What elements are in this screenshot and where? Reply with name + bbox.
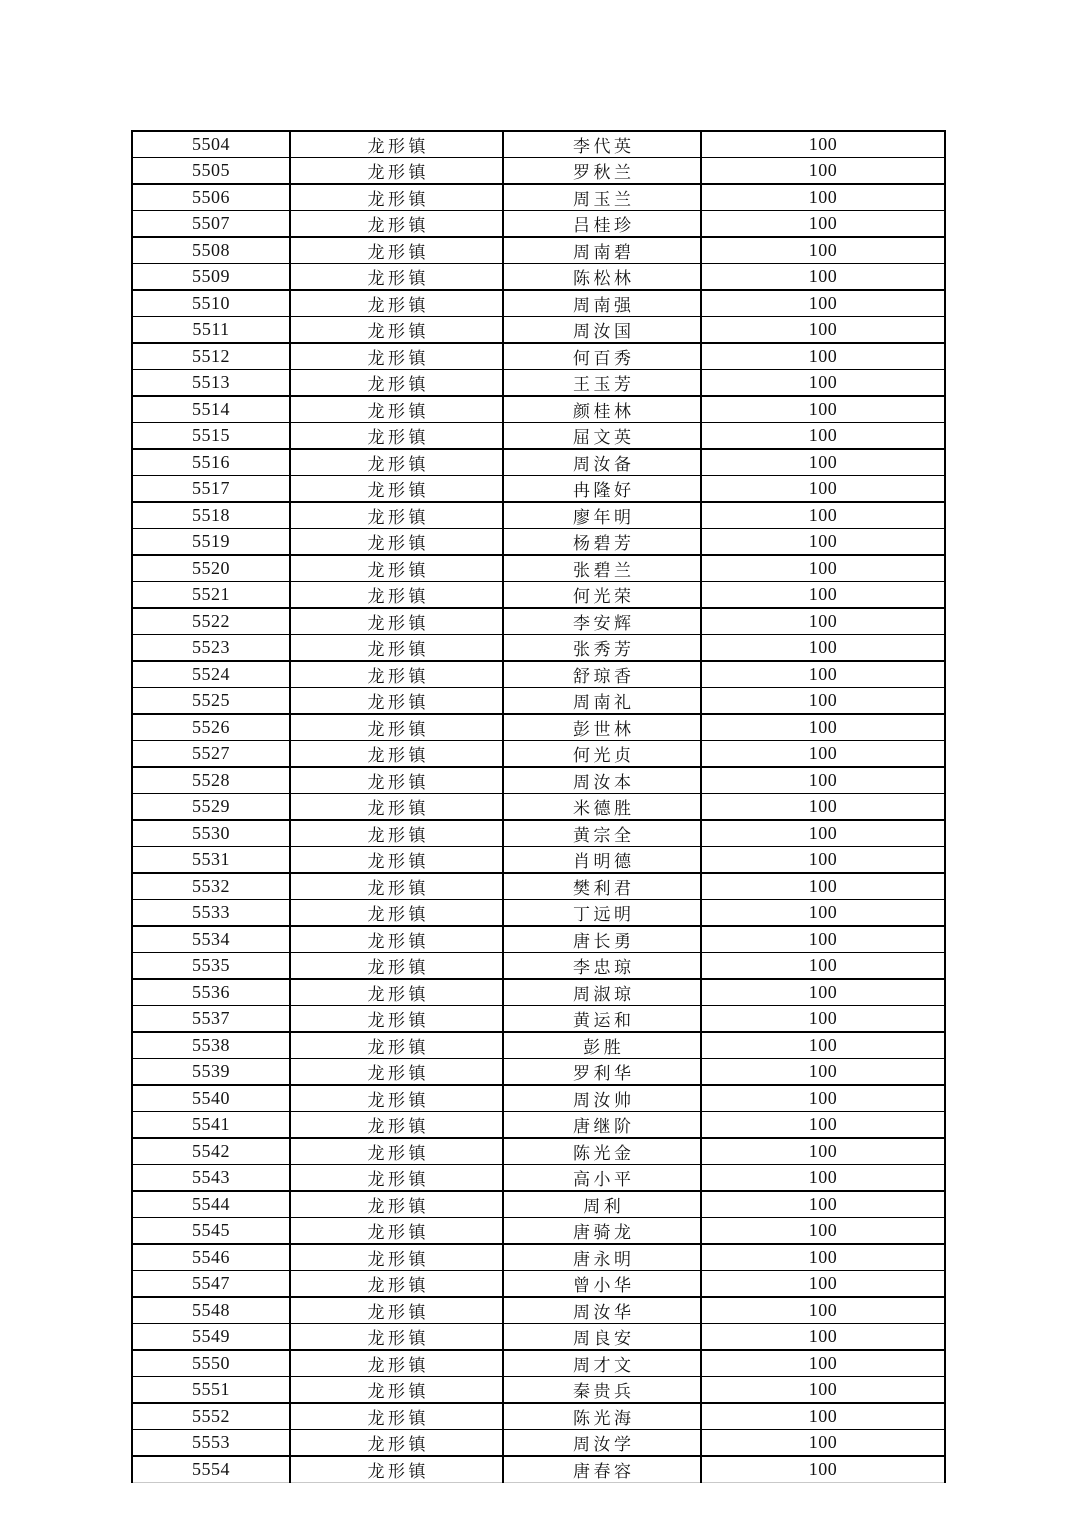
table-row: [132, 847, 945, 874]
cell-person-name: 周淑琼: [503, 979, 701, 1006]
cell-serial-number: 5538: [192, 1035, 230, 1055]
cell-town-name: 龙形镇: [290, 582, 503, 609]
cell-town-name: 龙形镇: [290, 1271, 503, 1298]
cell-town-name: 龙形镇: [290, 423, 503, 450]
cell-person-name: 罗秋兰: [503, 158, 701, 185]
table-row: [132, 873, 945, 900]
cell-person-name: 周南碧: [503, 237, 701, 264]
table-row: [132, 1324, 945, 1351]
cell-town-name: 龙形镇: [290, 1244, 503, 1271]
cell-town-name: 龙形镇: [290, 1218, 503, 1245]
cell-person-name: 彭胜: [503, 1032, 701, 1059]
cell-score: 100: [701, 794, 945, 821]
table-row: [132, 635, 945, 662]
cell-person-name: 罗利华: [503, 1059, 701, 1086]
cell-score: 100: [701, 290, 945, 317]
table-row: [132, 158, 945, 185]
cell-score: 100: [701, 555, 945, 582]
cell-town-name: 龙形镇: [290, 1324, 503, 1351]
cell-person-name: 周玉兰: [503, 184, 701, 211]
cell-person-name: 唐长勇: [503, 926, 701, 953]
table-row: [132, 396, 945, 423]
cell-town-name: 龙形镇: [290, 661, 503, 688]
table-row: [132, 741, 945, 768]
cell-score: 100: [701, 264, 945, 291]
cell-person-name: 李安辉: [503, 608, 701, 635]
cell-score: 100: [701, 1430, 945, 1457]
table-row: [132, 343, 945, 370]
cell-person-name: 唐永明: [503, 1244, 701, 1271]
cell-serial-number: 5521: [192, 584, 230, 604]
roster-table-body: [132, 131, 945, 1483]
cell-score: 100: [701, 741, 945, 768]
cell-score: 100: [701, 131, 945, 158]
cell-person-name: 李代英: [503, 131, 701, 158]
cell-town-name: 龙形镇: [290, 847, 503, 874]
cell-person-name: 高小平: [503, 1165, 701, 1192]
table-row: [132, 661, 945, 688]
cell-town-name: 龙形镇: [290, 1112, 503, 1139]
cell-serial-number: 5509: [192, 266, 230, 286]
cell-town-name: 龙形镇: [290, 396, 503, 423]
cell-serial-number: 5529: [192, 796, 230, 816]
cell-serial-number: 5536: [192, 982, 230, 1002]
cell-score: 100: [701, 1271, 945, 1298]
table-row: [132, 953, 945, 980]
cell-serial-number: 5508: [192, 240, 230, 260]
cell-town-name: 龙形镇: [290, 158, 503, 185]
cell-serial-number: 5530: [192, 823, 230, 843]
table-row: [132, 1085, 945, 1112]
cell-town-name: 龙形镇: [290, 1085, 503, 1112]
cell-score: 100: [701, 158, 945, 185]
cell-serial-number: 5547: [192, 1273, 230, 1293]
cell-serial-number: 5548: [192, 1300, 230, 1320]
table-row: [132, 1138, 945, 1165]
cell-serial-number: 5518: [192, 505, 230, 525]
cell-score: 100: [701, 847, 945, 874]
cell-serial-number: 5528: [192, 770, 230, 790]
table-row: [132, 1006, 945, 1033]
cell-serial-number: 5551: [192, 1379, 230, 1399]
cell-town-name: 龙形镇: [290, 1456, 503, 1483]
table-row: [132, 264, 945, 291]
cell-town-name: 龙形镇: [290, 131, 503, 158]
table-row: [132, 1350, 945, 1377]
cell-serial-number: 5553: [192, 1432, 230, 1452]
cell-person-name: 周汝国: [503, 317, 701, 344]
table-row: [132, 1297, 945, 1324]
cell-town-name: 龙形镇: [290, 1165, 503, 1192]
table-row: [132, 1244, 945, 1271]
cell-person-name: 舒琼香: [503, 661, 701, 688]
cell-serial-number: 5506: [192, 187, 230, 207]
cell-town-name: 龙形镇: [290, 1138, 503, 1165]
cell-town-name: 龙形镇: [290, 184, 503, 211]
cell-town-name: 龙形镇: [290, 820, 503, 847]
cell-serial-number: 5513: [192, 372, 230, 392]
table-row: [132, 1112, 945, 1139]
cell-serial-number: 5517: [192, 478, 230, 498]
cell-score: 100: [701, 979, 945, 1006]
cell-town-name: 龙形镇: [290, 1059, 503, 1086]
cell-person-name: 周良安: [503, 1324, 701, 1351]
cell-person-name: 米德胜: [503, 794, 701, 821]
cell-score: 100: [701, 767, 945, 794]
cell-serial-number: 5546: [192, 1247, 230, 1267]
cell-town-name: 龙形镇: [290, 926, 503, 953]
cell-town-name: 龙形镇: [290, 794, 503, 821]
cell-score: 100: [701, 1218, 945, 1245]
cell-serial-number: 5539: [192, 1061, 230, 1081]
cell-score: 100: [701, 237, 945, 264]
cell-person-name: 周南礼: [503, 688, 701, 715]
cell-person-name: 陈光海: [503, 1403, 701, 1430]
cell-score: 100: [701, 1138, 945, 1165]
cell-serial-number: 5537: [192, 1008, 230, 1028]
table-row: [132, 1403, 945, 1430]
cell-score: 100: [701, 317, 945, 344]
table-row: [132, 529, 945, 556]
cell-person-name: 唐春容: [503, 1456, 701, 1483]
cell-town-name: 龙形镇: [290, 1297, 503, 1324]
table-row: [132, 476, 945, 503]
cell-serial-number: 5514: [192, 399, 230, 419]
roster-table: [131, 130, 946, 1483]
cell-serial-number: 5544: [192, 1194, 230, 1214]
table-row: [132, 1456, 945, 1483]
cell-score: 100: [701, 184, 945, 211]
cell-town-name: 龙形镇: [290, 741, 503, 768]
cell-person-name: 张碧兰: [503, 555, 701, 582]
cell-town-name: 龙形镇: [290, 237, 503, 264]
table-row: [132, 237, 945, 264]
cell-score: 100: [701, 396, 945, 423]
cell-score: 100: [701, 608, 945, 635]
cell-serial-number: 5532: [192, 876, 230, 896]
cell-town-name: 龙形镇: [290, 714, 503, 741]
cell-person-name: 李忠琼: [503, 953, 701, 980]
cell-serial-number: 5554: [192, 1459, 230, 1479]
cell-serial-number: 5540: [192, 1088, 230, 1108]
cell-score: 100: [701, 476, 945, 503]
cell-town-name: 龙形镇: [290, 370, 503, 397]
cell-score: 100: [701, 1377, 945, 1404]
cell-score: 100: [701, 953, 945, 980]
cell-score: 100: [701, 582, 945, 609]
cell-person-name: 樊利君: [503, 873, 701, 900]
cell-serial-number: 5516: [192, 452, 230, 472]
cell-town-name: 龙形镇: [290, 900, 503, 927]
cell-score: 100: [701, 449, 945, 476]
cell-town-name: 龙形镇: [290, 608, 503, 635]
cell-serial-number: 5524: [192, 664, 230, 684]
cell-serial-number: 5523: [192, 637, 230, 657]
cell-score: 100: [701, 1085, 945, 1112]
cell-person-name: 陈松林: [503, 264, 701, 291]
cell-score: 100: [701, 873, 945, 900]
cell-serial-number: 5522: [192, 611, 230, 631]
cell-person-name: 丁远明: [503, 900, 701, 927]
cell-score: 100: [701, 1350, 945, 1377]
cell-score: 100: [701, 1456, 945, 1483]
cell-serial-number: 5515: [192, 425, 230, 445]
cell-score: 100: [701, 1244, 945, 1271]
cell-score: 100: [701, 343, 945, 370]
table-row: [132, 1218, 945, 1245]
cell-town-name: 龙形镇: [290, 635, 503, 662]
cell-person-name: 屈文英: [503, 423, 701, 450]
cell-town-name: 龙形镇: [290, 317, 503, 344]
cell-score: 100: [701, 211, 945, 238]
cell-serial-number: 5542: [192, 1141, 230, 1161]
cell-score: 100: [701, 820, 945, 847]
cell-person-name: 周汝学: [503, 1430, 701, 1457]
cell-person-name: 彭世林: [503, 714, 701, 741]
table-row: [132, 555, 945, 582]
table-row: [132, 926, 945, 953]
cell-score: 100: [701, 661, 945, 688]
cell-town-name: 龙形镇: [290, 502, 503, 529]
table-row: [132, 1032, 945, 1059]
table-row: [132, 1271, 945, 1298]
cell-person-name: 颜桂林: [503, 396, 701, 423]
cell-town-name: 龙形镇: [290, 290, 503, 317]
cell-person-name: 肖明德: [503, 847, 701, 874]
cell-score: 100: [701, 635, 945, 662]
table-row: [132, 290, 945, 317]
cell-serial-number: 5550: [192, 1353, 230, 1373]
cell-serial-number: 5526: [192, 717, 230, 737]
table-row: [132, 449, 945, 476]
table-row: [132, 1377, 945, 1404]
cell-serial-number: 5507: [192, 213, 230, 233]
cell-person-name: 唐骑龙: [503, 1218, 701, 1245]
cell-person-name: 曾小华: [503, 1271, 701, 1298]
table-row: [132, 211, 945, 238]
table-row: [132, 370, 945, 397]
cell-score: 100: [701, 502, 945, 529]
cell-score: 100: [701, 1006, 945, 1033]
cell-person-name: 周汝帅: [503, 1085, 701, 1112]
cell-serial-number: 5543: [192, 1167, 230, 1187]
cell-town-name: 龙形镇: [290, 953, 503, 980]
cell-serial-number: 5531: [192, 849, 230, 869]
table-row: [132, 714, 945, 741]
table-row: [132, 979, 945, 1006]
cell-score: 100: [701, 1191, 945, 1218]
table-row: [132, 900, 945, 927]
cell-score: 100: [701, 1032, 945, 1059]
cell-serial-number: 5505: [192, 160, 230, 180]
cell-serial-number: 5533: [192, 902, 230, 922]
cell-person-name: 冉隆好: [503, 476, 701, 503]
cell-person-name: 黄运和: [503, 1006, 701, 1033]
cell-serial-number: 5535: [192, 955, 230, 975]
cell-score: 100: [701, 900, 945, 927]
cell-town-name: 龙形镇: [290, 1350, 503, 1377]
cell-person-name: 吕桂珍: [503, 211, 701, 238]
table-row: [132, 1191, 945, 1218]
cell-person-name: 唐继阶: [503, 1112, 701, 1139]
cell-serial-number: 5520: [192, 558, 230, 578]
cell-score: 100: [701, 714, 945, 741]
cell-town-name: 龙形镇: [290, 873, 503, 900]
cell-serial-number: 5504: [192, 134, 230, 154]
cell-person-name: 黄宗全: [503, 820, 701, 847]
cell-person-name: 何百秀: [503, 343, 701, 370]
table-row: [132, 820, 945, 847]
cell-town-name: 龙形镇: [290, 767, 503, 794]
cell-person-name: 周才文: [503, 1350, 701, 1377]
cell-serial-number: 5527: [192, 743, 230, 763]
table-row: [132, 1430, 945, 1457]
cell-town-name: 龙形镇: [290, 979, 503, 1006]
cell-town-name: 龙形镇: [290, 1032, 503, 1059]
cell-town-name: 龙形镇: [290, 555, 503, 582]
cell-person-name: 周南强: [503, 290, 701, 317]
cell-town-name: 龙形镇: [290, 476, 503, 503]
cell-score: 100: [701, 926, 945, 953]
cell-score: 100: [701, 1165, 945, 1192]
cell-score: 100: [701, 529, 945, 556]
cell-town-name: 龙形镇: [290, 1006, 503, 1033]
cell-town-name: 龙形镇: [290, 1377, 503, 1404]
cell-person-name: 杨碧芳: [503, 529, 701, 556]
cell-person-name: 周利: [503, 1191, 701, 1218]
cell-serial-number: 5510: [192, 293, 230, 313]
cell-person-name: 秦贵兵: [503, 1377, 701, 1404]
table-row: [132, 1059, 945, 1086]
cell-town-name: 龙形镇: [290, 1191, 503, 1218]
table-row: [132, 794, 945, 821]
table-row: [132, 1165, 945, 1192]
table-row: [132, 502, 945, 529]
cell-person-name: 周汝华: [503, 1297, 701, 1324]
cell-score: 100: [701, 423, 945, 450]
cell-person-name: 何光荣: [503, 582, 701, 609]
table-row: [132, 184, 945, 211]
cell-serial-number: 5541: [192, 1114, 230, 1134]
cell-town-name: 龙形镇: [290, 529, 503, 556]
cell-person-name: 张秀芳: [503, 635, 701, 662]
cell-person-name: 周汝本: [503, 767, 701, 794]
cell-serial-number: 5525: [192, 690, 230, 710]
cell-town-name: 龙形镇: [290, 1403, 503, 1430]
cell-town-name: 龙形镇: [290, 211, 503, 238]
cell-serial-number: 5545: [192, 1220, 230, 1240]
cell-score: 100: [701, 1297, 945, 1324]
table-row: [132, 767, 945, 794]
cell-serial-number: 5512: [192, 346, 230, 366]
cell-town-name: 龙形镇: [290, 264, 503, 291]
cell-person-name: 王玉芳: [503, 370, 701, 397]
table-row: [132, 582, 945, 609]
cell-person-name: 周汝备: [503, 449, 701, 476]
cell-score: 100: [701, 688, 945, 715]
cell-serial-number: 5552: [192, 1406, 230, 1426]
cell-score: 100: [701, 1059, 945, 1086]
table-row: [132, 131, 945, 158]
cell-serial-number: 5534: [192, 929, 230, 949]
cell-town-name: 龙形镇: [290, 343, 503, 370]
cell-person-name: 廖年明: [503, 502, 701, 529]
cell-town-name: 龙形镇: [290, 449, 503, 476]
cell-person-name: 陈光金: [503, 1138, 701, 1165]
cell-person-name: 何光贞: [503, 741, 701, 768]
cell-serial-number: 5519: [192, 531, 230, 551]
cell-score: 100: [701, 1324, 945, 1351]
cell-serial-number: 5511: [192, 319, 230, 339]
cell-score: 100: [701, 1112, 945, 1139]
cell-serial-number: 5549: [192, 1326, 230, 1346]
table-row: [132, 688, 945, 715]
table-row: [132, 317, 945, 344]
cell-score: 100: [701, 370, 945, 397]
cell-town-name: 龙形镇: [290, 688, 503, 715]
cell-score: 100: [701, 1403, 945, 1430]
cell-town-name: 龙形镇: [290, 1430, 503, 1457]
table-row: [132, 423, 945, 450]
table-row: [132, 608, 945, 635]
